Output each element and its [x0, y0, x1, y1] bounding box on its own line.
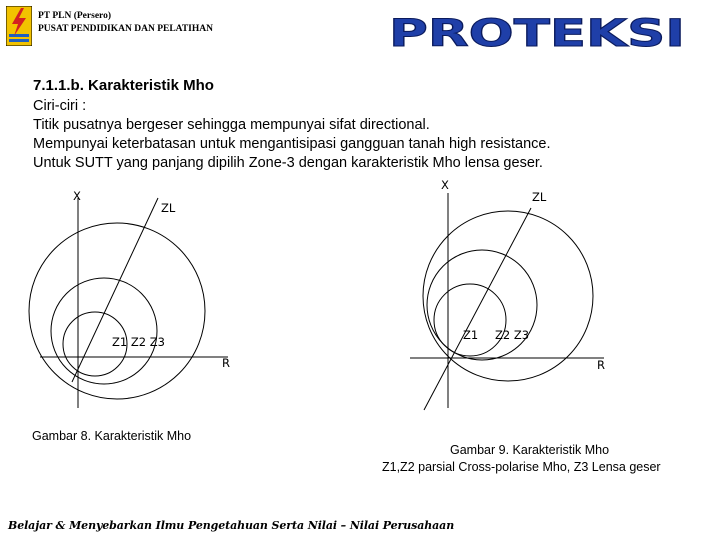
zone-2-circle: [51, 278, 157, 384]
pln-logo-icon: [6, 6, 32, 46]
organization-line-1: PT PLN (Persero): [38, 11, 111, 21]
zone-1-label: Z1: [463, 328, 479, 342]
section-title: 7.1.1.b. Karakteristik Mho: [33, 77, 214, 94]
figure-2-caption-line-1: Gambar 9. Karakteristik Mho: [450, 443, 610, 457]
figure-2-caption-line-2: Z1,Z2 parsial Cross-polarise Mho, Z3 Lensa geser: [382, 460, 661, 474]
zone-labels: Z1 Z2 Z3: [112, 335, 165, 349]
mho-diagrams: [0, 170, 720, 430]
zl-label: ZL: [161, 201, 176, 215]
brand-title: [386, 12, 688, 52]
zl-line: [72, 198, 158, 382]
zone-2-3-labels: Z2 Z3: [495, 328, 530, 342]
figure-1-caption: Gambar 8. Karakteristik Mho: [32, 429, 192, 443]
mho-diagram-1: [29, 198, 228, 408]
organization-name: [38, 10, 213, 36]
r-axis-label: R: [597, 358, 605, 372]
organization-line-2: PUSAT PENDIDIKAN DAN PELATIHAN: [38, 24, 213, 34]
characteristics-intro: Ciri-ciri :: [33, 98, 87, 114]
characteristic-line-1: Titik pusatnya bergeser sehingga mempunyai sifat directional.: [33, 117, 430, 133]
zl-line: [424, 208, 531, 410]
r-axis-label: R: [222, 356, 230, 370]
x-axis-label: X: [73, 189, 81, 203]
footer-motto: Belajar & Menyebarkan Ilmu Pengetahuan Serta Nilai – Nilai Perusahaan: [8, 519, 455, 532]
zl-label: ZL: [532, 190, 547, 204]
characteristic-line-2: Mempunyai keterbatasan untuk mengantisipasi gangguan tanah high resistance.: [33, 136, 551, 152]
characteristic-line-3: Untuk SUTT yang panjang dipilih Zone-3 dengan karakteristik Mho lensa geser.: [33, 155, 543, 171]
brand-title-text: PROTEKSI: [389, 12, 685, 52]
mho-diagram-2: [410, 193, 604, 410]
x-axis-label: X: [441, 178, 449, 192]
zone-1-circle: [434, 284, 506, 356]
zone-2-circle: [427, 250, 537, 360]
